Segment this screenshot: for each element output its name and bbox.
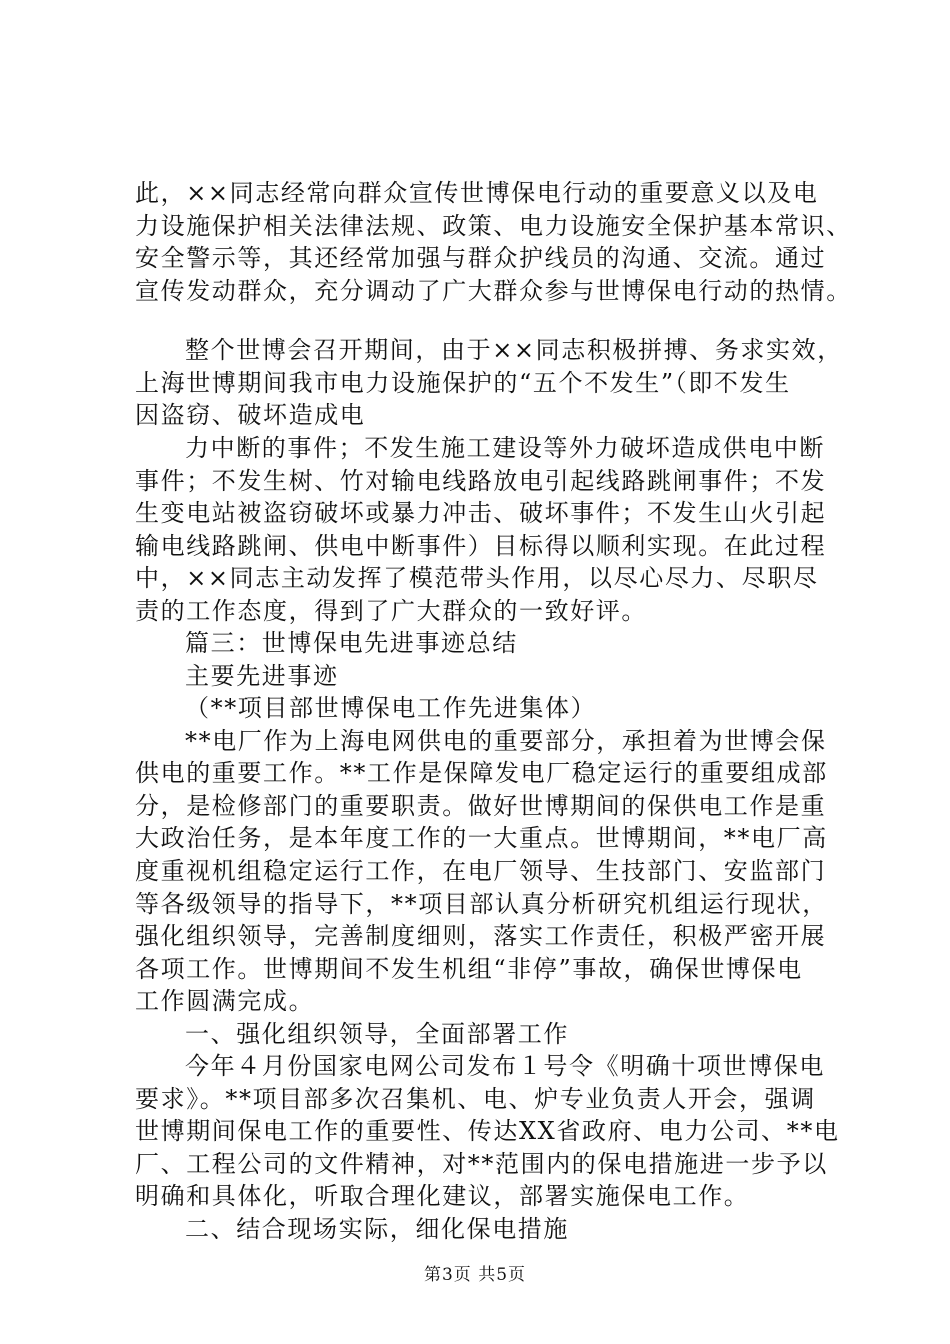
section-heading: 二、结合现场实际，细化保电措施 [185,1215,569,1243]
body-line: 大政治任务，是本年度工作的一大重点。世博期间，**电厂高 [135,824,828,852]
body-line: 宣传发动群众，充分调动了广大群众参与世博保电行动的热情。 [135,277,852,305]
body-line: 要求》。**项目部多次召集机、电、炉专业负责人开会，强调 [135,1085,816,1113]
section-heading: 篇三：世博保电先进事迹总结 [185,629,518,657]
page-footer: 第3页 共5页 [423,1265,527,1285]
body-line: 明确和具体化，听取合理化建议，部署实施保电工作。 [135,1182,750,1210]
body-line: 度重视机组稳定运行工作，在电厂领导、生技部门、安监部门 [135,857,827,885]
body-line: 因盗窃、破坏造成电 [135,401,366,429]
body-line: 此，××同志经常向群众宣传世博保电行动的重要意义以及电 [135,179,819,207]
body-line: 分，是检修部门的重要职责。做好世博期间的保供电工作是重 [135,792,827,820]
section-subtitle: （**项目部世博保电工作先进集体） [185,694,597,722]
body-line: 今年４月份国家电网公司发布１号令《明确十项世博保电 [185,1052,825,1080]
body-line: 事件；不发生树、竹对输电线路放电引起线路跳闸事件；不发 [135,467,827,495]
body-line: 整个世博会召开期间，由于××同志积极拼搏、务求实效， [185,336,843,364]
body-line: 上海世博期间我市电力设施保护的“五个不发生”（即不发生 [135,369,791,397]
body-line: **电厂作为上海电网供电的重要部分，承担着为世博会保 [185,727,827,755]
body-line: 安全警示等，其还经常加强与群众护线员的沟通、交流。通过 [135,244,827,272]
section-heading: 一、强化组织领导，全面部署工作 [185,1020,569,1048]
body-line: 厂、工程公司的文件精神，对**范围内的保电措施进一步予以 [135,1150,828,1178]
body-line: 供电的重要工作。**工作是保障发电厂稳定运行的重要组成部 [135,759,828,787]
body-line: 各项工作。世博期间不发生机组“非停”事故，确保世博保电 [135,955,803,983]
body-line: 责的工作态度，得到了广大群众的一致好评。 [135,597,647,625]
body-line: 力中断的事件；不发生施工建设等外力破坏造成供电中断 [185,434,825,462]
body-line: 强化组织领导，完善制度细则，落实工作责任，积极严密开展 [135,922,827,950]
body-line: 生变电站被盗窃破坏或暴力冲击、破坏事件；不发生山火引起 [135,499,827,527]
body-line: 工作圆满完成。 [135,987,315,1015]
body-line: 中，××同志主动发挥了模范带头作用，以尽心尽力、尽职尽 [135,564,819,592]
body-line: 输电线路跳闸、供电中断事件）目标得以顺利实现。在此过程 [135,532,827,560]
body-line: 力设施保护相关法律法规、政策、电力设施安全保护基本常识、 [135,212,852,240]
section-subheading: 主要先进事迹 [185,662,339,690]
body-line: 世博期间保电工作的重要性、传达XX省政府、电力公司、**电 [135,1117,840,1145]
body-line: 等各级领导的指导下，**项目部认真分析研究机组运行现状， [135,890,828,918]
